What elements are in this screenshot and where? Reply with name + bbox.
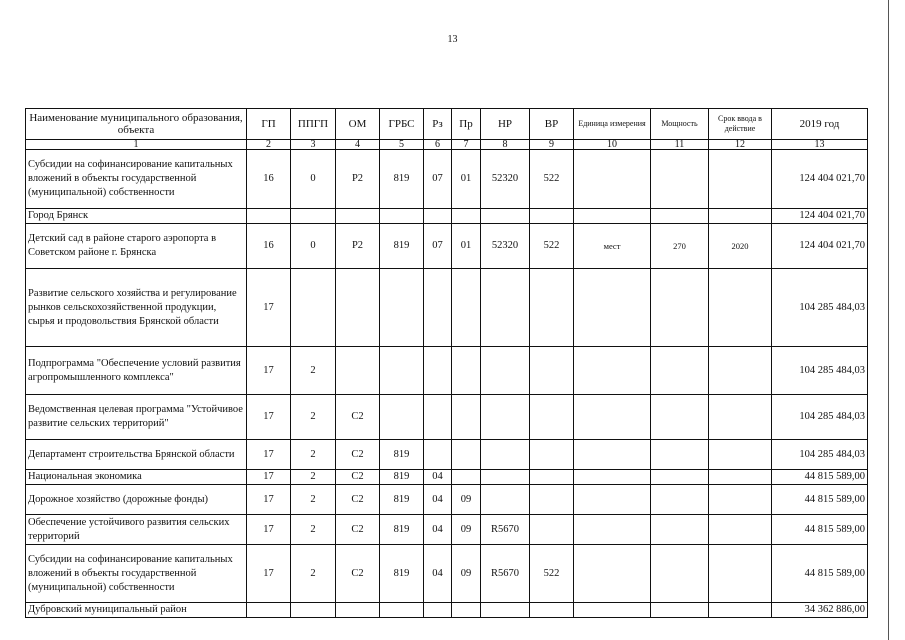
cell-amount: 44 815 589,00 xyxy=(772,515,868,545)
cell-rz xyxy=(424,395,452,440)
cell-term xyxy=(709,395,772,440)
table-row xyxy=(26,485,868,515)
cell-om: С2 xyxy=(336,545,380,603)
cell-unit xyxy=(574,485,651,515)
cell-ppgp: 2 xyxy=(291,440,336,470)
cell-vr xyxy=(530,470,574,485)
table-row xyxy=(26,209,868,224)
cell-unit xyxy=(574,515,651,545)
cell-term xyxy=(709,209,772,224)
cell-ppgp xyxy=(291,269,336,347)
row-name: Дорожное хозяйство (дорожные фонды) xyxy=(26,485,247,515)
cell-om xyxy=(336,209,380,224)
cell-rz: 04 xyxy=(424,545,452,603)
cell-ppgp: 2 xyxy=(291,545,336,603)
column-number: 6 xyxy=(424,140,452,150)
cell-term xyxy=(709,470,772,485)
cell-term xyxy=(709,150,772,209)
table-row xyxy=(26,545,868,603)
cell-unit xyxy=(574,603,651,618)
header-grbs: ГРБС xyxy=(380,109,424,140)
cell-grbs: 819 xyxy=(380,470,424,485)
table-header-row xyxy=(26,109,868,140)
cell-capacity xyxy=(651,269,709,347)
cell-om: Р2 xyxy=(336,224,380,269)
header-amount: 2019 год xyxy=(772,109,868,140)
page-edge-rule xyxy=(888,0,889,640)
header-term: Срок ввода в действие xyxy=(709,109,772,140)
cell-vr xyxy=(530,603,574,618)
cell-om: С2 xyxy=(336,515,380,545)
header-unit: Единица измерения xyxy=(574,109,651,140)
cell-rz xyxy=(424,269,452,347)
cell-rz xyxy=(424,603,452,618)
cell-unit xyxy=(574,209,651,224)
cell-vr: 522 xyxy=(530,150,574,209)
cell-grbs: 819 xyxy=(380,545,424,603)
cell-vr: 522 xyxy=(530,545,574,603)
column-number: 3 xyxy=(291,140,336,150)
cell-rz: 07 xyxy=(424,224,452,269)
column-number: 2 xyxy=(247,140,291,150)
table-row xyxy=(26,269,868,347)
cell-capacity xyxy=(651,515,709,545)
cell-nr xyxy=(481,209,530,224)
column-number: 9 xyxy=(530,140,574,150)
cell-gp: 17 xyxy=(247,515,291,545)
row-name: Детский сад в районе старого аэропорта в Советском районе г. Брянска xyxy=(26,224,247,269)
cell-unit xyxy=(574,395,651,440)
cell-rz xyxy=(424,440,452,470)
cell-om: Р2 xyxy=(336,150,380,209)
cell-capacity xyxy=(651,470,709,485)
cell-pr xyxy=(452,209,481,224)
cell-nr xyxy=(481,603,530,618)
cell-amount: 124 404 021,70 xyxy=(772,150,868,209)
cell-vr xyxy=(530,395,574,440)
cell-nr xyxy=(481,485,530,515)
cell-term xyxy=(709,603,772,618)
cell-vr xyxy=(530,485,574,515)
header-capacity: Мощность xyxy=(651,109,709,140)
column-number: 1 xyxy=(26,140,247,150)
cell-gp: 17 xyxy=(247,395,291,440)
cell-capacity: 270 xyxy=(651,224,709,269)
cell-amount: 104 285 484,03 xyxy=(772,395,868,440)
table-row xyxy=(26,395,868,440)
cell-ppgp: 2 xyxy=(291,470,336,485)
header-nr: НР xyxy=(481,109,530,140)
header-rz: Рз xyxy=(424,109,452,140)
cell-term xyxy=(709,515,772,545)
cell-rz xyxy=(424,209,452,224)
cell-vr: 522 xyxy=(530,224,574,269)
cell-term: 2020 xyxy=(709,224,772,269)
cell-pr: 09 xyxy=(452,545,481,603)
cell-term xyxy=(709,485,772,515)
cell-capacity xyxy=(651,603,709,618)
cell-pr xyxy=(452,347,481,395)
cell-pr: 01 xyxy=(452,150,481,209)
row-name: Развитие сельского хозяйства и регулирование рынков сельскохозяйственной продукции, сырья и продовольствия Брянской области xyxy=(26,269,247,347)
cell-rz: 07 xyxy=(424,150,452,209)
cell-nr: R5670 xyxy=(481,515,530,545)
cell-om: С2 xyxy=(336,395,380,440)
cell-nr xyxy=(481,440,530,470)
cell-ppgp: 2 xyxy=(291,515,336,545)
column-number-row xyxy=(26,140,868,150)
column-number: 4 xyxy=(336,140,380,150)
cell-capacity xyxy=(651,209,709,224)
cell-rz xyxy=(424,347,452,395)
cell-term xyxy=(709,440,772,470)
table-row xyxy=(26,440,868,470)
cell-gp xyxy=(247,209,291,224)
cell-vr xyxy=(530,515,574,545)
cell-capacity xyxy=(651,440,709,470)
cell-grbs xyxy=(380,395,424,440)
header-gp: ГП xyxy=(247,109,291,140)
row-name: Департамент строительства Брянской области xyxy=(26,440,247,470)
row-name: Дубровский муниципальный район xyxy=(26,603,247,618)
cell-gp: 16 xyxy=(247,150,291,209)
table-row xyxy=(26,150,868,209)
cell-rz: 04 xyxy=(424,470,452,485)
cell-nr xyxy=(481,470,530,485)
cell-om xyxy=(336,603,380,618)
header-name: Наименование муниципального образования, объекта xyxy=(26,109,247,140)
cell-unit xyxy=(574,347,651,395)
row-name: Субсидии на софинансирование капитальных вложений в объекты государственной (муниципальной) собственности xyxy=(26,150,247,209)
cell-amount: 104 285 484,03 xyxy=(772,269,868,347)
cell-gp: 17 xyxy=(247,485,291,515)
header-pr: Пр xyxy=(452,109,481,140)
cell-ppgp: 2 xyxy=(291,395,336,440)
cell-unit xyxy=(574,545,651,603)
cell-grbs: 819 xyxy=(380,515,424,545)
row-name: Подпрограмма "Обеспечение условий развития агропромышленного комплекса" xyxy=(26,347,247,395)
cell-gp: 17 xyxy=(247,470,291,485)
cell-gp: 17 xyxy=(247,347,291,395)
table-row xyxy=(26,224,868,269)
cell-unit xyxy=(574,470,651,485)
cell-ppgp: 2 xyxy=(291,347,336,395)
cell-pr: 01 xyxy=(452,224,481,269)
cell-gp: 16 xyxy=(247,224,291,269)
cell-om: С2 xyxy=(336,440,380,470)
cell-amount: 44 815 589,00 xyxy=(772,545,868,603)
cell-pr: 09 xyxy=(452,485,481,515)
cell-capacity xyxy=(651,347,709,395)
cell-vr xyxy=(530,440,574,470)
cell-rz: 04 xyxy=(424,485,452,515)
cell-ppgp: 0 xyxy=(291,150,336,209)
cell-vr xyxy=(530,347,574,395)
row-name: Город Брянск xyxy=(26,209,247,224)
row-name: Национальная экономика xyxy=(26,470,247,485)
cell-om: С2 xyxy=(336,485,380,515)
header-ppgp: ППГП xyxy=(291,109,336,140)
cell-pr xyxy=(452,603,481,618)
cell-grbs: 819 xyxy=(380,150,424,209)
cell-capacity xyxy=(651,395,709,440)
cell-om: С2 xyxy=(336,470,380,485)
column-number: 8 xyxy=(481,140,530,150)
cell-grbs: 819 xyxy=(380,440,424,470)
cell-pr xyxy=(452,440,481,470)
cell-grbs: 819 xyxy=(380,485,424,515)
header-vr: ВР xyxy=(530,109,574,140)
cell-gp xyxy=(247,603,291,618)
column-number: 10 xyxy=(574,140,651,150)
cell-gp: 17 xyxy=(247,440,291,470)
cell-unit xyxy=(574,440,651,470)
cell-grbs xyxy=(380,347,424,395)
cell-pr xyxy=(452,395,481,440)
cell-term xyxy=(709,545,772,603)
cell-grbs xyxy=(380,269,424,347)
page-number: 13 xyxy=(447,34,458,45)
cell-gp: 17 xyxy=(247,269,291,347)
cell-om xyxy=(336,269,380,347)
cell-vr xyxy=(530,209,574,224)
budget-table xyxy=(25,108,868,618)
cell-ppgp xyxy=(291,603,336,618)
table-row xyxy=(26,347,868,395)
column-number: 5 xyxy=(380,140,424,150)
cell-amount: 124 404 021,70 xyxy=(772,224,868,269)
column-number: 12 xyxy=(709,140,772,150)
cell-nr: 52320 xyxy=(481,224,530,269)
cell-amount: 104 285 484,03 xyxy=(772,440,868,470)
cell-nr: 52320 xyxy=(481,150,530,209)
cell-capacity xyxy=(651,150,709,209)
cell-nr: R5670 xyxy=(481,545,530,603)
table-row xyxy=(26,603,868,618)
cell-term xyxy=(709,347,772,395)
table-row xyxy=(26,515,868,545)
cell-capacity xyxy=(651,545,709,603)
cell-vr xyxy=(530,269,574,347)
cell-unit: мест xyxy=(574,224,651,269)
cell-nr xyxy=(481,269,530,347)
cell-rz: 04 xyxy=(424,515,452,545)
table-row xyxy=(26,470,868,485)
cell-amount: 124 404 021,70 xyxy=(772,209,868,224)
cell-pr xyxy=(452,470,481,485)
header-om: ОМ xyxy=(336,109,380,140)
cell-pr: 09 xyxy=(452,515,481,545)
row-name: Обеспечение устойчивого развития сельских территорий xyxy=(26,515,247,545)
cell-amount: 104 285 484,03 xyxy=(772,347,868,395)
cell-capacity xyxy=(651,485,709,515)
cell-nr xyxy=(481,395,530,440)
cell-grbs xyxy=(380,603,424,618)
cell-amount: 34 362 886,00 xyxy=(772,603,868,618)
cell-ppgp xyxy=(291,209,336,224)
cell-term xyxy=(709,269,772,347)
row-name: Субсидии на софинансирование капитальных вложений в объекты государственной (муниципальной) собственности xyxy=(26,545,247,603)
cell-nr xyxy=(481,347,530,395)
cell-ppgp: 2 xyxy=(291,485,336,515)
cell-amount: 44 815 589,00 xyxy=(772,485,868,515)
column-number: 13 xyxy=(772,140,868,150)
cell-ppgp: 0 xyxy=(291,224,336,269)
cell-unit xyxy=(574,150,651,209)
column-number: 11 xyxy=(651,140,709,150)
cell-unit xyxy=(574,269,651,347)
cell-grbs: 819 xyxy=(380,224,424,269)
column-number: 7 xyxy=(452,140,481,150)
cell-om xyxy=(336,347,380,395)
cell-amount: 44 815 589,00 xyxy=(772,470,868,485)
cell-gp: 17 xyxy=(247,545,291,603)
cell-grbs xyxy=(380,209,424,224)
row-name: Ведомственная целевая программа "Устойчивое развитие сельских территорий" xyxy=(26,395,247,440)
cell-pr xyxy=(452,269,481,347)
